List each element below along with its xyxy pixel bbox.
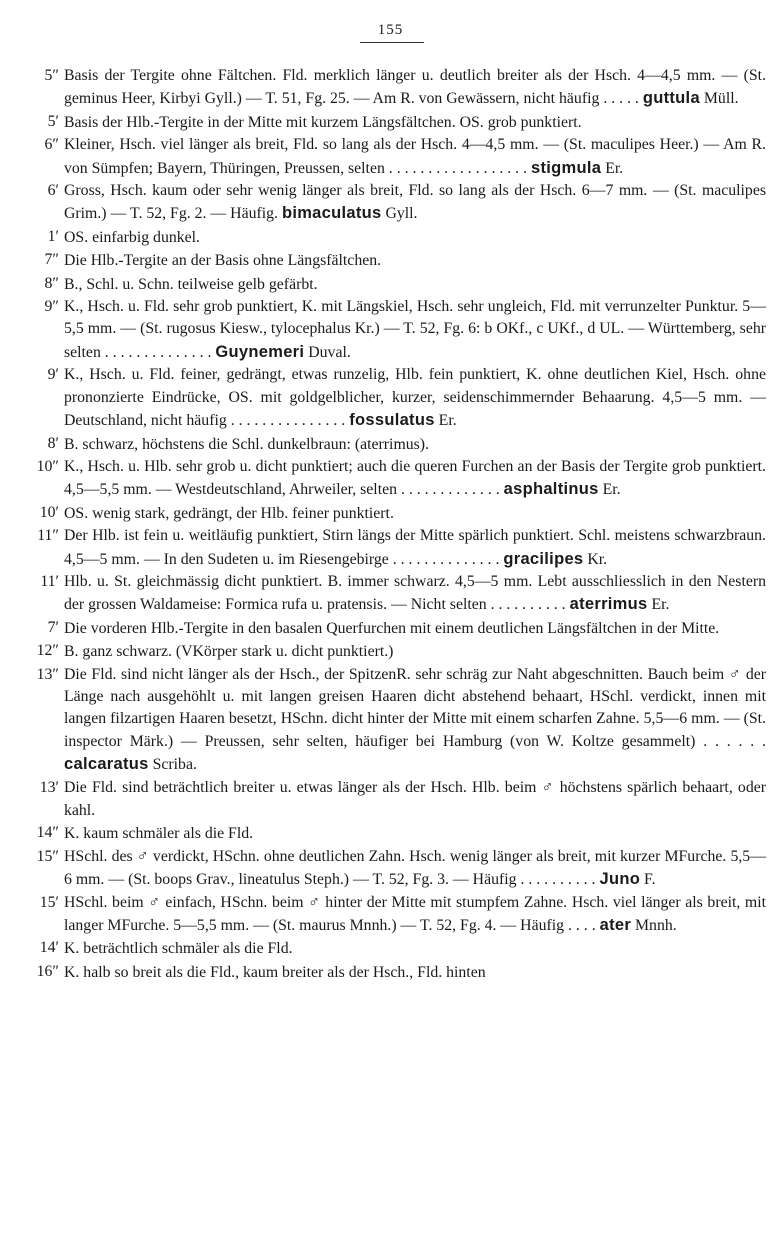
- entry-text: OS. einfarbig dunkel.: [64, 228, 201, 246]
- entry-text: Basis der Hlb.-Tergite in der Mitte mit kurzem Längsfältchen. OS. grob punktiert.: [64, 113, 582, 131]
- couplet-marker: 12″: [36, 642, 59, 660]
- entry-text: Basis der Tergite ohne Fältchen. Fld. merklich länger u. deutlich breiter als der Hsch. 4—4,5 mm. — (St. geminus Heer, Kirbyi Gyll.) — T. 51, Fg. 25. — Am R. von Gewässern, nicht häufig . . . . .: [64, 67, 766, 108]
- species-author: Kr.: [587, 550, 608, 568]
- species-name: ater: [599, 916, 632, 935]
- key-entry: [0, 249, 781, 272]
- couplet-marker: 9″: [44, 298, 59, 316]
- entry-text: Die Fld. sind beträchtlich breiter u. etwas länger als der Hsch. Hlb. beim ♂ höchstens spärlich behaart, oder kahl.: [64, 778, 766, 819]
- entry-text: K. halb so breit als die Fld., kaum breiter als der Hsch., Fld. hinten: [64, 963, 486, 981]
- page-number-rule: [360, 42, 424, 43]
- entry-text: Hlb. u. St. gleichmässig dicht punktiert. B. immer schwarz. 4,5—5 mm. Lebt ausschliesslich in den Nestern der grossen Waldameise: Formica rufa u. pratensis. — Nicht selten . . . . . . . . . .: [64, 572, 766, 614]
- couplet-marker: 14′: [39, 939, 59, 957]
- species-name: bimaculatus: [281, 204, 382, 223]
- key-entry: [0, 525, 781, 571]
- couplet-marker: 11′: [40, 572, 59, 590]
- entry-text: K. kaum schmäler als die Fld.: [64, 825, 254, 843]
- key-entry: [0, 180, 781, 226]
- entry-text: K., Hsch. u. Fld. sehr grob punktiert, K. mit Längskiel, Hsch. sehr ungleich, Fld. mit verrunzelter Punktur. 5—5,5 mm. — (St. rugosus Kiesw., tylocephalus Kr.) — T. 52, Fg. 6: b OKf., c UKf., d UL. — Württemberg, sehr selten . . . . . . . . . . . . . .: [64, 298, 766, 361]
- key-entry: [0, 273, 781, 296]
- couplet-marker: 8′: [47, 434, 59, 452]
- entry-text: HSchl. beim ♂ einfach, HSchn. beim ♂ hinter der Mitte mit stumpfem Zahne. Hsch. viel länger als breit, mit langer MFurche. 5—5,5 mm. — (St. maurus Mnnh.) — T. 52, Fg. 4. — Häufig . . . .: [64, 893, 766, 935]
- key-entry: [0, 961, 781, 984]
- entry-text: K. beträchtlich schmäler als die Fld.: [64, 940, 293, 958]
- entry-text: OS. wenig stark, gedrängt, der Hlb. feiner punktiert.: [64, 504, 394, 522]
- couplet-marker: 10′: [39, 503, 59, 521]
- species-author: Gyll.: [385, 205, 418, 223]
- key-entry: [0, 134, 781, 180]
- couplet-marker: 14″: [36, 824, 59, 842]
- entry-text: B. ganz schwarz. (VKörper stark u. dicht punktiert.): [64, 643, 394, 661]
- key-entries: [0, 65, 781, 984]
- species-author: Duval.: [308, 343, 351, 361]
- key-entry: [0, 65, 781, 111]
- couplet-marker: 15′: [39, 893, 59, 911]
- key-entry: [0, 777, 781, 823]
- species-name: guttula: [642, 89, 700, 108]
- key-entry: [0, 892, 781, 938]
- key-entry: [0, 433, 781, 456]
- entry-text: Die Fld. sind nicht länger als der Hsch., der SpitzenR. sehr schräg zur Naht abgeschnitten. Bauch beim ♂ der Länge nach ausgehöhlt u. mit langen greisen Haaren dicht abstehend behaart, HSchl. verdickt, innen mit langen filzartigen Haaren besetzt, HSchn. dicht hinter der Mitte mit einem scharfen Zahne. 5,5—6 mm. — (St. inspector Märk.) — Preussen, sehr selten, häufiger bei Hamburg (von W. Koltze gesammelt) . . . . . .: [64, 665, 766, 750]
- species-author: Er.: [602, 481, 621, 499]
- key-entry: [0, 364, 781, 432]
- key-entry: [0, 111, 781, 134]
- couplet-marker: 13″: [36, 665, 59, 683]
- entry-text: K., Hsch. u. Fld. feiner, gedrängt, etwas runzelig, Hlb. fein punktiert, K. ohne deutlichen Kiel, Hsch. ohne prononzierte Eindrücke, OS. mit goldgelblicher, kurzer, seidenschimmernder Behaarung. 4,5—5 mm. — Deutschland, nicht häufig . . . . . . . . . . . . . . .: [64, 366, 766, 430]
- key-entry: [0, 846, 781, 892]
- species-name: asphaltinus: [503, 480, 599, 499]
- couplet-marker: 15″: [36, 847, 59, 865]
- species-name: fossulatus: [349, 411, 435, 430]
- species-name: gracilipes: [503, 549, 584, 568]
- species-name: calcaratus: [64, 755, 149, 774]
- key-entry: [0, 296, 781, 364]
- page-number: 155: [377, 22, 404, 38]
- species-name: Guynemeri: [215, 342, 305, 361]
- species-name: Juno: [599, 870, 641, 889]
- couplet-marker: 1′: [47, 227, 59, 245]
- species-author: Scriba.: [152, 756, 197, 774]
- couplet-marker: 5′: [47, 112, 59, 130]
- species-author: Er.: [651, 596, 670, 614]
- entry-text: Die Hlb.-Tergite an der Basis ohne Längsfältchen.: [64, 252, 382, 270]
- couplet-marker: 9′: [47, 366, 59, 384]
- couplet-marker: 16″: [36, 962, 59, 980]
- species-author: Er.: [438, 412, 457, 430]
- species-name: stigmula: [530, 158, 602, 177]
- key-entry: [0, 664, 781, 777]
- couplet-marker: 11″: [37, 527, 59, 545]
- couplet-marker: 10″: [36, 457, 59, 475]
- species-author: Mnnh.: [635, 917, 677, 935]
- key-entry: [0, 937, 781, 960]
- couplet-marker: 5″: [44, 67, 59, 84]
- entry-text: Die vorderen Hlb.-Tergite in den basalen Querfurchen mit einem deutlichen Längsfältchen in der Mitte.: [64, 619, 720, 637]
- entry-text: HSchl. des ♂ verdickt, HSchn. ohne deutlichen Zahn. Hsch. wenig länger als breit, mit kurzer MFurche. 5,5—6 mm. — (St. boops Grav., lineatulus Steph.) — T. 52, Fg. 3. — Häufig . . . . . . . . . .: [64, 847, 766, 889]
- entry-text: K., Hsch. u. Hlb. sehr grob u. dicht punktiert; auch die queren Furchen an der Basis der Tergite grob punktiert. 4,5—5,5 mm. — Westdeutschland, Ahrweiler, selten . . . . . . . . . . . . .: [64, 457, 766, 499]
- key-entry: [0, 822, 781, 845]
- entry-text: Der Hlb. ist fein u. weitläufig punktiert, Stirn längs der Mitte spärlich punktiert. Schl. meistens schwarzbraun. 4,5—5 mm. — In den Sudeten u. im Riesengebirge . . . . . . . . . . . . . .: [64, 527, 766, 568]
- couplet-marker: 6″: [44, 136, 59, 154]
- couplet-marker: 13′: [39, 778, 59, 796]
- couplet-marker: 6′: [47, 182, 59, 200]
- entry-text: Gross, Hsch. kaum oder sehr wenig länger als breit, Fld. so lang als der Hsch. 6—7 mm. — (St. maculipes Grim.) — T. 52, Fg. 2. — Häufig.: [64, 182, 766, 223]
- species-name: aterrimus: [569, 595, 648, 614]
- species-author: Er.: [605, 159, 624, 177]
- key-entry: [0, 226, 781, 249]
- key-entry: [0, 640, 781, 663]
- couplet-marker: 8″: [44, 274, 59, 292]
- species-author: Müll.: [703, 90, 739, 108]
- key-entry: [0, 617, 781, 640]
- species-author: F.: [644, 871, 656, 889]
- entry-text: B., Schl. u. Schn. teilweise gelb gefärbt.: [64, 275, 318, 293]
- key-entry: [0, 571, 781, 617]
- key-entry: [0, 456, 781, 502]
- couplet-marker: 7′: [47, 618, 59, 636]
- entry-text: Kleiner, Hsch. viel länger als breit, Fld. so lang als der Hsch. 4—4,5 mm. — (St. maculipes Heer.) — Am R. von Sümpfen; Bayern, Thüringen, Preussen, selten . . . . . . . . . . . . . . . . . .: [64, 136, 766, 177]
- couplet-marker: 7″: [44, 251, 59, 269]
- key-entry: [0, 502, 781, 525]
- entry-text: B. schwarz, höchstens die Schl. dunkelbraun: (aterrimus).: [64, 435, 429, 453]
